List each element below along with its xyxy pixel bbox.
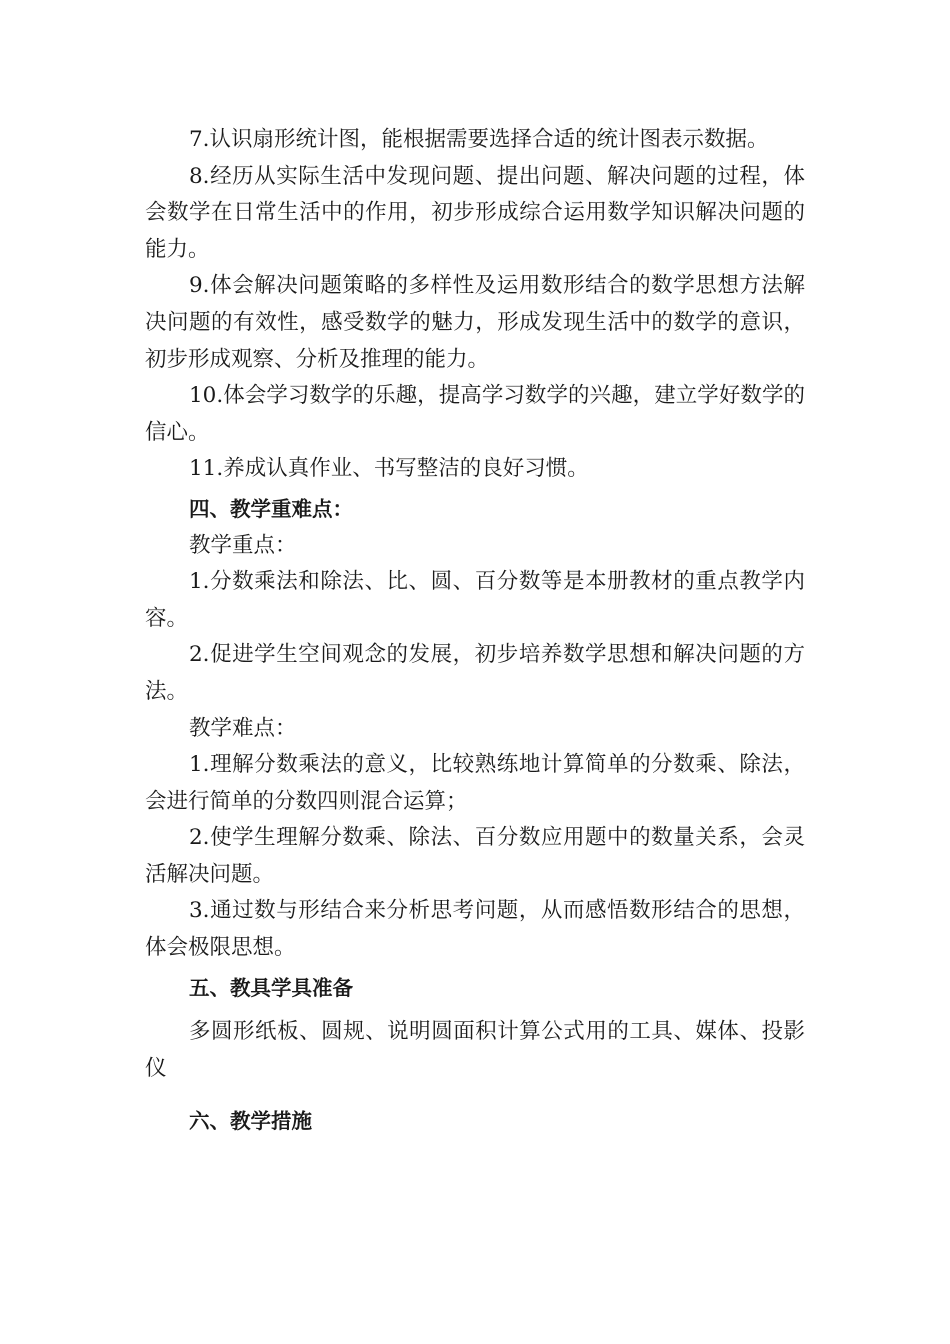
document-body <box>145 122 805 1140</box>
objective-8: 8.经历从实际生活中发现问题、提出问题、解决问题的过程，体会数学在日常生活中的作用，初步形成综合运用数学知识解决问题的能力。 <box>145 163 805 262</box>
objective-9: 9.体会解决问题策略的多样性及运用数形结合的数学思想方法解决问题的有效性，感受数学的魅力，形成发现生活中的数学的意识，初步形成观察、分析及推理的能力。 <box>145 273 805 372</box>
key-point-1: 1.分数乘法和除法、比、圆、百分数等是本册教材的重点教学内容。 <box>145 569 805 631</box>
section-heading-4: 四、教学重难点： <box>189 496 353 521</box>
objective-11: 11.养成认真作业、书写整洁的良好习惯。 <box>189 456 589 482</box>
section-heading-6: 六、教学措施 <box>189 1109 312 1134</box>
objective-7: 7.认识扇形统计图，能根据需要选择合适的统计图表示数据。 <box>189 127 769 152</box>
difficult-point-1: 1.理解分数乘法的意义，比较熟练地计算简单的分数乘、除法，会进行简单的分数四则混合运算； <box>145 752 805 814</box>
subheading-difficult-points: 教学难点： <box>189 715 297 741</box>
section-heading-5: 五、教具学具准备 <box>189 975 353 1000</box>
teaching-tools: 多圆形纸板、圆规、说明圆面积计算公式用的工具、媒体、投影仪 <box>145 1019 805 1081</box>
difficult-point-2: 2.使学生理解分数乘、除法、百分数应用题中的数量关系，会灵活解决问题。 <box>145 825 805 887</box>
objective-10: 10.体会学习数学的乐趣，提高学习数学的兴趣，建立学好数学的信心。 <box>145 383 805 445</box>
subheading-key-points: 教学重点： <box>189 532 297 558</box>
key-point-2: 2.促进学生空间观念的发展，初步培养数学思想和解决问题的方法。 <box>145 642 805 704</box>
difficult-point-3: 3.通过数与形结合来分析思考问题，从而感悟数形结合的思想，体会极限思想。 <box>145 898 805 961</box>
